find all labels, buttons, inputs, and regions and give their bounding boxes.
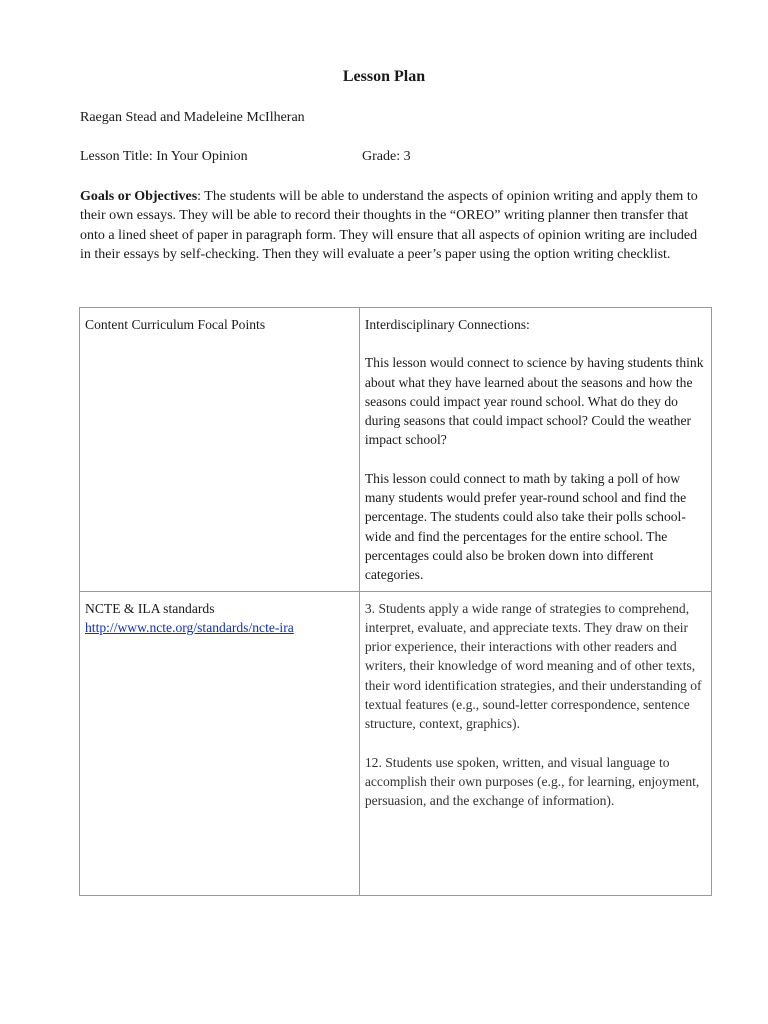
lesson-title: Lesson Title: In Your Opinion bbox=[80, 149, 248, 164]
content-focal-points-label: Content Curriculum Focal Points bbox=[85, 317, 266, 332]
standard-12: 12. Students use spoken, written, and visual language to accomplish their own purposes (e.g., for learning, enjoyment, persuasion, and the exchange of information). bbox=[364, 754, 700, 809]
table-row bbox=[80, 591, 712, 895]
standards-link[interactable]: http://www.ncte.org/standards/ncte-ira bbox=[85, 619, 294, 635]
lesson-title-line bbox=[80, 149, 700, 165]
interdisciplinary-heading: Interdisciplinary Connections: bbox=[364, 317, 530, 332]
document-title: Lesson Plan bbox=[342, 68, 426, 85]
goals-label: Goals or Objectives bbox=[80, 189, 198, 204]
standards-text-cell bbox=[359, 591, 711, 895]
interdisciplinary-cell bbox=[359, 308, 711, 592]
standards-label: NCTE & ILA standards bbox=[85, 600, 215, 616]
authors-line: Raegan Stead and Madeleine McIlheran bbox=[80, 110, 305, 125]
lesson-table bbox=[79, 307, 712, 896]
standards-cell bbox=[80, 591, 360, 895]
goals-paragraph bbox=[80, 187, 710, 264]
table-row bbox=[80, 308, 712, 592]
content-focal-points-cell bbox=[80, 308, 360, 592]
standard-3: 3. Students apply a wide range of strategies to comprehend, interpret, evaluate, and appreciate texts. They draw on their prior experience, their interactions with other readers and writers, their knowledge of word meaning and of other texts, their word identification strategies, and their understanding of textual features (e.g., sound-letter correspondence, sentence structure, context, graphics). bbox=[364, 600, 702, 732]
math-connection: This lesson could connect to math by taking a poll of how many students would prefer year-round school and find the percentage. The students could also take their polls school-wide and find the percentages for the entire school. The percentages could also be broken down into different categories. bbox=[364, 470, 687, 583]
grade: Grade: 3 bbox=[362, 149, 411, 164]
science-connection: This lesson would connect to science by having students think about what they have learned about the seasons and how the seasons could impact year round school. What do they do during seasons that could impact school? Could the weather impact school? bbox=[364, 355, 704, 448]
goals-text: : The students will be able to understand the aspects of opinion writing and apply them to their own essays. They will be able to record their thoughts in the “OREO” writing planner then transfer that onto a lined sheet of paper in paragraph form. They will ensure that all aspects of opinion writing are included in their essays by self-checking. Then they will evaluate a peer’s paper using the option writing checklist. bbox=[80, 189, 698, 262]
